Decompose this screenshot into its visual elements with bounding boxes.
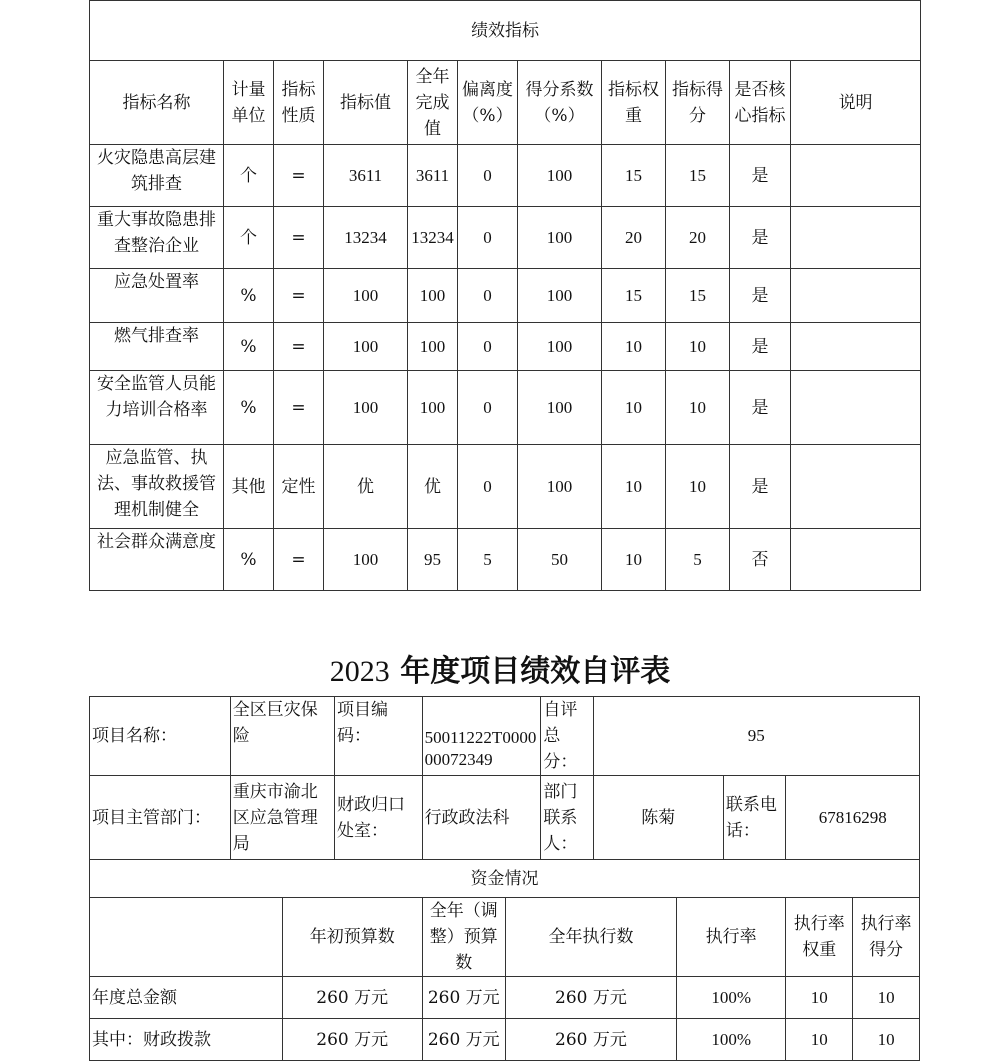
table-cell: = (274, 207, 324, 269)
finance-value: 行政政法科 (422, 776, 541, 860)
table-cell: 其他 (224, 445, 274, 529)
table-cell: 社会群众满意度 (90, 529, 224, 591)
table-cell (791, 529, 921, 591)
table-cell: 0 (458, 445, 518, 529)
header-cell: 指标得分 (666, 61, 730, 145)
table-cell: 否 (730, 529, 791, 591)
table-cell: 100 (518, 323, 602, 371)
header-cell (90, 898, 283, 977)
header-cell: 说明 (791, 61, 921, 145)
finance-label: 财政归口处室： (335, 776, 423, 860)
table-row (90, 371, 921, 445)
title-text: 年度项目绩效自评表 (400, 654, 671, 689)
funds-section-title: 资金情况 (90, 860, 920, 898)
table-cell: 100 (408, 269, 458, 323)
table-cell: 10 (666, 445, 730, 529)
table-cell: 10 (853, 977, 920, 1019)
header-cell: 偏离度（%） (458, 61, 518, 145)
table-cell: % (224, 269, 274, 323)
header-cell: 执行率权重 (786, 898, 853, 977)
table-cell: = (274, 269, 324, 323)
funds-header-row (90, 898, 920, 977)
table-cell: 3611 (324, 145, 408, 207)
header-cell: 指标权重 (602, 61, 666, 145)
table-cell: 其中：财政拨款 (90, 1019, 283, 1061)
title-year: 2023 (329, 655, 390, 688)
table-cell: 是 (730, 207, 791, 269)
table-cell: 50 (518, 529, 602, 591)
table-cell: 100 (408, 371, 458, 445)
table-cell: 是 (730, 371, 791, 445)
project-name-label: 项目名称： (90, 697, 231, 776)
project-code-value: 50011222T000000072349 (422, 697, 541, 776)
table-cell: 10 (666, 371, 730, 445)
table-cell: 100% (676, 977, 785, 1019)
table-cell: 燃气排查率 (90, 323, 224, 371)
header-cell: 全年完成值 (408, 61, 458, 145)
contact-value: 陈菊 (593, 776, 723, 860)
table-header-row (90, 61, 921, 145)
table-cell (791, 145, 921, 207)
table-cell: 年度总金额 (90, 977, 283, 1019)
table-cell: 10 (602, 445, 666, 529)
table-cell: 100 (324, 529, 408, 591)
page-title (0, 646, 1000, 690)
table-cell: 是 (730, 145, 791, 207)
section-title: 绩效指标 (90, 1, 921, 61)
table-cell: 100 (324, 371, 408, 445)
table-cell: 0 (458, 207, 518, 269)
table-cell: 个 (224, 145, 274, 207)
project-code-label: 项目编码： (335, 697, 423, 776)
table-cell: 0 (458, 145, 518, 207)
table-cell: 重大事故隐患排查整治企业 (90, 207, 224, 269)
header-cell: 年初预算数 (282, 898, 422, 977)
table-cell: 100 (518, 269, 602, 323)
table-cell: 260 万元 (422, 1019, 505, 1061)
table-cell (791, 207, 921, 269)
table-cell: 100 (518, 207, 602, 269)
table-cell: 20 (602, 207, 666, 269)
table-cell: 10 (666, 323, 730, 371)
funds-row (90, 977, 920, 1019)
table-cell: 260 万元 (422, 977, 505, 1019)
table-cell: 100 (408, 323, 458, 371)
table-cell: 安全监管人员能力培训合格率 (90, 371, 224, 445)
table-cell: 10 (853, 1019, 920, 1061)
table-cell: 优 (324, 445, 408, 529)
project-name-value: 全区巨灾保险 (230, 697, 334, 776)
table-cell: 15 (666, 145, 730, 207)
header-cell: 执行率得分 (853, 898, 920, 977)
table-cell: 100 (324, 323, 408, 371)
table-cell: 是 (730, 445, 791, 529)
dept-label: 项目主管部门： (90, 776, 231, 860)
header-cell: 指标值 (324, 61, 408, 145)
table-cell: 0 (458, 371, 518, 445)
table-cell: 10 (602, 529, 666, 591)
table-cell: 火灾隐患高层建筑排查 (90, 145, 224, 207)
table-cell: 10 (602, 371, 666, 445)
table-cell: 15 (666, 269, 730, 323)
self-evaluation-table (89, 696, 920, 1061)
performance-indicator-table (89, 0, 921, 591)
phone-label: 联系电话： (723, 776, 786, 860)
table-cell: 5 (666, 529, 730, 591)
table-cell: 100 (518, 145, 602, 207)
table-cell: 定性 (274, 445, 324, 529)
dept-value: 重庆市渝北区应急管理局 (230, 776, 334, 860)
table-row (90, 445, 921, 529)
table-cell: 0 (458, 269, 518, 323)
table-cell: = (274, 529, 324, 591)
table-cell: 260 万元 (282, 977, 422, 1019)
table-cell: 15 (602, 269, 666, 323)
table-cell: 260 万元 (282, 1019, 422, 1061)
contact-label: 部门联系人： (541, 776, 593, 860)
table-cell: 是 (730, 269, 791, 323)
table-cell: 100 (518, 371, 602, 445)
table-cell: 20 (666, 207, 730, 269)
table-cell: = (274, 145, 324, 207)
table-row (90, 323, 921, 371)
table-row (90, 529, 921, 591)
table-cell: % (224, 529, 274, 591)
header-cell: 指标名称 (90, 61, 224, 145)
header-cell: 是否核心指标 (730, 61, 791, 145)
table-cell: 100 (324, 269, 408, 323)
header-cell: 执行率 (676, 898, 785, 977)
table-cell: % (224, 371, 274, 445)
table-cell: 260 万元 (505, 1019, 676, 1061)
table-cell: 260 万元 (505, 977, 676, 1019)
header-cell: 全年（调整）预算数 (422, 898, 505, 977)
header-cell: 计量单位 (224, 61, 274, 145)
table-cell (791, 445, 921, 529)
table-cell: 10 (786, 977, 853, 1019)
table-cell: % (224, 323, 274, 371)
table-cell: = (274, 371, 324, 445)
table-cell (791, 323, 921, 371)
table-cell: 15 (602, 145, 666, 207)
funds-row (90, 1019, 920, 1061)
table-cell: 应急处置率 (90, 269, 224, 323)
table-cell: 13234 (324, 207, 408, 269)
table-cell: 100 (518, 445, 602, 529)
table-cell: 0 (458, 323, 518, 371)
header-cell: 全年执行数 (505, 898, 676, 977)
table-cell: 95 (408, 529, 458, 591)
table-cell (791, 269, 921, 323)
phone-value: 67816298 (786, 776, 920, 860)
table-cell: 应急监管、执法、事故救援管理机制健全 (90, 445, 224, 529)
table-cell: 优 (408, 445, 458, 529)
table-row (90, 269, 921, 323)
table-row (90, 145, 921, 207)
self-score-value: 95 (593, 697, 919, 776)
table-cell: 10 (786, 1019, 853, 1061)
table-cell: 10 (602, 323, 666, 371)
table-cell: 3611 (408, 145, 458, 207)
table-cell: 个 (224, 207, 274, 269)
self-score-label: 自评总分： (541, 697, 593, 776)
table-row (90, 207, 921, 269)
table-cell: 是 (730, 323, 791, 371)
table-cell: 13234 (408, 207, 458, 269)
header-cell: 得分系数（%） (518, 61, 602, 145)
table-cell (791, 371, 921, 445)
header-cell: 指标性质 (274, 61, 324, 145)
table-cell: = (274, 323, 324, 371)
table-cell: 100% (676, 1019, 785, 1061)
table-cell: 5 (458, 529, 518, 591)
